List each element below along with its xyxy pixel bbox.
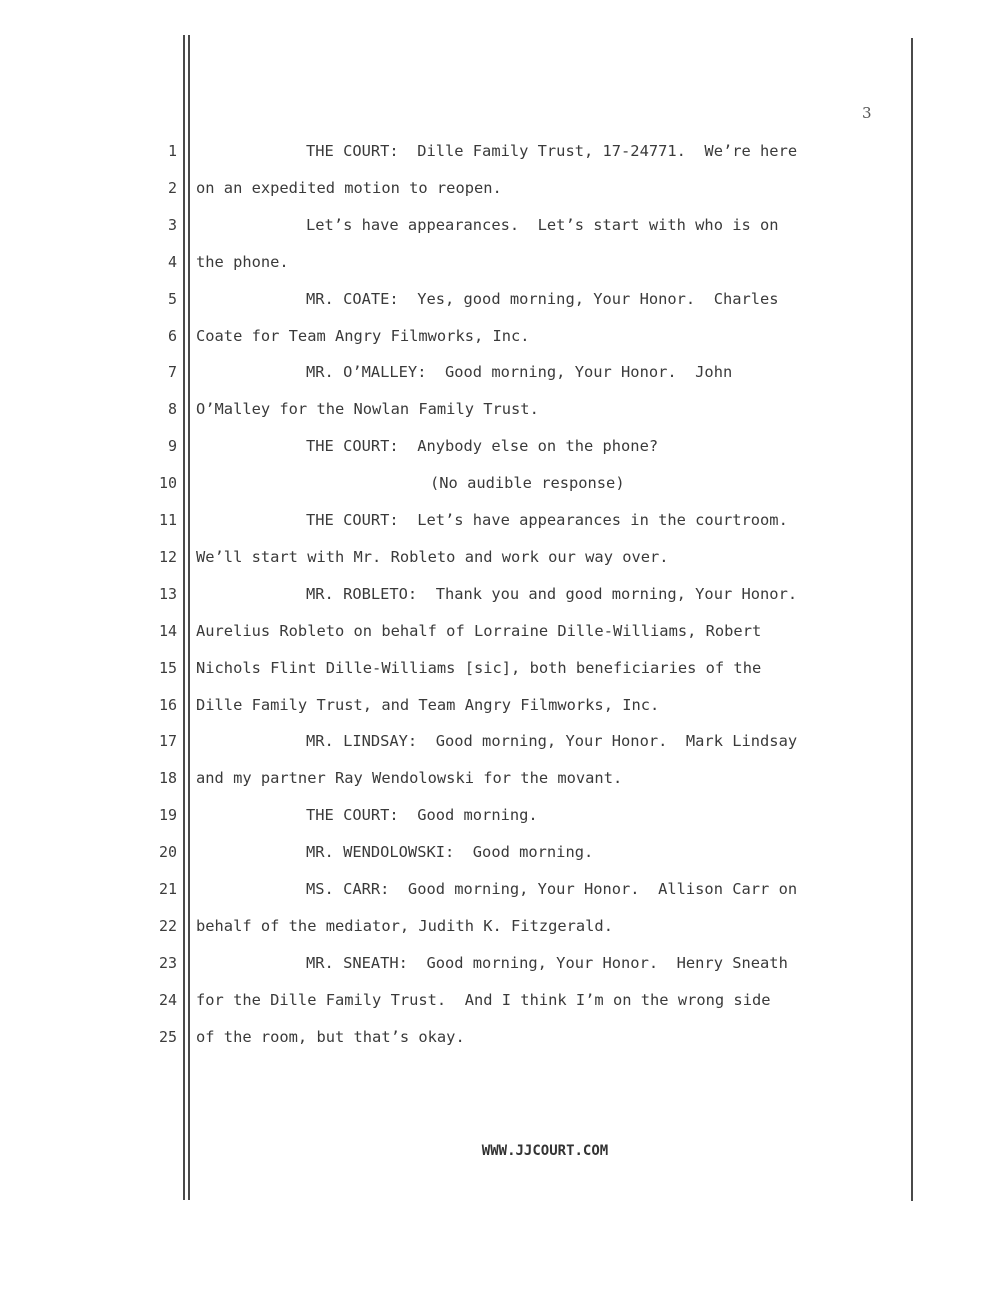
line-number: 3 (167, 215, 177, 234)
footer-website: WWW.JJCOURT.COM (481, 1143, 609, 1159)
line-text: MR. O’MALLEY: Good morning, Your Honor. John (306, 363, 733, 382)
transcript-line (0, 619, 1000, 643)
line-number: 21 (158, 880, 177, 898)
line-text: (No audible response) (430, 474, 625, 493)
transcript-line (0, 951, 1000, 975)
line-text: MR. WENDOLOWSKI: Good morning. (306, 843, 594, 862)
transcript-line (0, 766, 1000, 790)
line-number: 20 (158, 843, 177, 862)
line-number: 12 (158, 547, 177, 566)
line-text: MS. CARR: Good morning, Your Honor. Allison Carr on (306, 880, 798, 898)
transcript-line (0, 471, 1000, 495)
transcript-line (0, 656, 1000, 680)
line-text: Aurelius Robleto on behalf of Lorraine Dille-Williams, Robert (196, 621, 762, 640)
line-number: 7 (167, 363, 177, 382)
line-number: 16 (158, 695, 177, 714)
line-number: 18 (158, 769, 177, 788)
line-text: Coate for Team Angry Filmworks, Inc. (196, 326, 530, 345)
line-number: 25 (158, 1027, 177, 1046)
transcript-line (0, 287, 1000, 311)
transcript-line (0, 803, 1000, 827)
line-number: 9 (167, 437, 177, 456)
transcript-line (0, 1025, 1000, 1049)
transcript-line (0, 176, 1000, 200)
line-text: THE COURT: Let’s have appearances in the courtroom. (306, 511, 788, 529)
line-text: MR. LINDSAY: Good morning, Your Honor. Mark Lindsay (306, 732, 798, 751)
line-number: 1 (167, 142, 177, 160)
line-number: 2 (167, 178, 177, 197)
line-text: behalf of the mediator, Judith K. Fitzgerald. (196, 916, 613, 935)
line-number: 22 (158, 916, 177, 935)
line-text: We’ll start with Mr. Robleto and work our way over. (196, 547, 669, 566)
line-text: on an expedited motion to reopen. (196, 178, 502, 197)
transcript-line (0, 250, 1000, 274)
transcript-line (0, 840, 1000, 864)
line-text: Nichols Flint Dille-Williams [sic], both beneficiaries of the (196, 658, 762, 677)
line-text: and my partner Ray Wendolowski for the movant. (196, 769, 623, 788)
transcript-line (0, 139, 1000, 163)
line-text: Dille Family Trust, and Team Angry Filmworks, Inc. (196, 695, 660, 714)
line-number: 10 (158, 474, 177, 493)
transcript-line (0, 729, 1000, 753)
transcript-line (0, 545, 1000, 569)
line-number: 15 (158, 658, 177, 677)
line-number: 17 (158, 732, 177, 751)
line-text: for the Dille Family Trust. And I think I’m on the wrong side (196, 990, 771, 1009)
line-text: THE COURT: Dille Family Trust, 17-24771. We’re here (306, 142, 798, 160)
line-text: THE COURT: Good morning. (306, 806, 538, 825)
transcript-line (0, 582, 1000, 606)
line-text: MR. ROBLETO: Thank you and good morning, Your Honor. (306, 584, 798, 603)
line-number: 13 (158, 584, 177, 603)
transcript-line (0, 360, 1000, 384)
transcript-line (0, 877, 1000, 901)
line-number: 23 (158, 953, 177, 972)
transcript-line (0, 324, 1000, 348)
line-number: 19 (158, 806, 177, 825)
line-text: Let’s have appearances. Let’s start with who is on (306, 215, 779, 234)
line-number: 4 (167, 252, 177, 271)
line-text: MR. COATE: Yes, good morning, Your Honor. Charles (306, 289, 779, 308)
line-number: 8 (167, 400, 177, 419)
line-number: 6 (167, 326, 177, 345)
line-number: 24 (158, 990, 177, 1009)
line-text: MR. SNEATH: Good morning, Your Honor. Henry Sneath (306, 953, 788, 972)
line-number: 11 (158, 511, 177, 529)
transcript-line (0, 434, 1000, 458)
transcript-line (0, 988, 1000, 1012)
transcript-line (0, 397, 1000, 421)
line-number: 5 (167, 289, 177, 308)
line-number: 14 (158, 621, 177, 640)
line-text: O’Malley for the Nowlan Family Trust. (196, 400, 539, 419)
transcript-line (0, 914, 1000, 938)
page-number: 3 (862, 104, 872, 122)
transcript-line (0, 693, 1000, 717)
line-text: THE COURT: Anybody else on the phone? (306, 437, 659, 456)
line-text: the phone. (196, 252, 289, 271)
line-text: of the room, but that’s okay. (196, 1027, 465, 1046)
transcript-line (0, 508, 1000, 532)
transcript-line (0, 213, 1000, 237)
